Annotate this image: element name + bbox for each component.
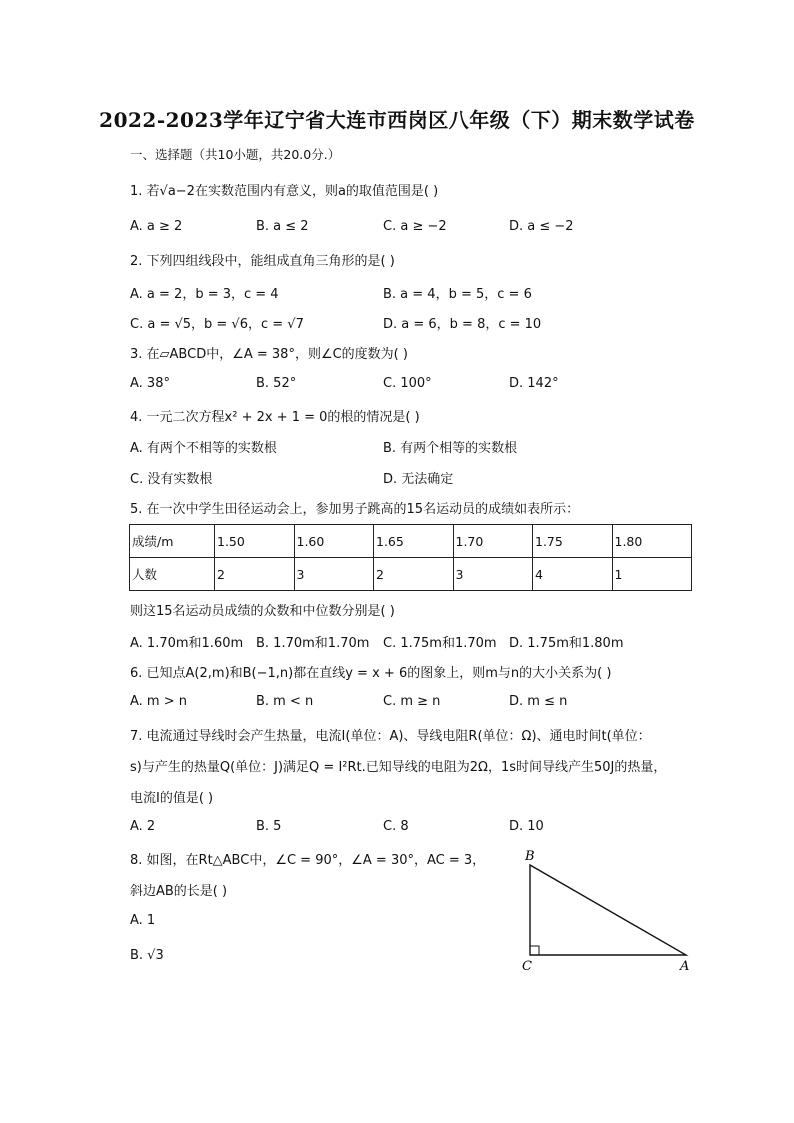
q7-option-b: B. 5 — [256, 819, 282, 834]
q5-option-a: A. 1.70m和1.60m — [130, 636, 244, 651]
question-7-line-1: 7. 电流通过导线时会产生热量，电流I(单位：A)、导线电阻R(单位：Ω)、通电时间t(单位： — [130, 729, 651, 744]
q3-option-c: C. 100° — [383, 376, 432, 391]
q7-option-a: A. 2 — [130, 819, 156, 834]
question-7-line-2: s)与产生的热量Q(单位：J)满足Q = I²Rt.已知导线的电阻为2Ω，1s时间导线产生50J的热量， — [130, 760, 667, 775]
q7-option-c: C. 8 — [383, 819, 409, 834]
question-3-stem: 3. 在▱ABCD中，∠A = 38°，则∠C的度数为( ) — [130, 347, 408, 362]
question-6-stem: 6. 已知点A(2,m)和B(−1,n)都在直线y = x + 6的图象上，则m与n的大小关系为( ) — [130, 666, 612, 681]
question-5-stem: 5. 在一次中学生田径运动会上，参加男子跳高的15名运动员的成绩如表所示： — [130, 502, 580, 517]
triangle-shape — [530, 865, 686, 955]
scores-table — [129, 524, 692, 591]
question-5-followup: 则这15名运动员成绩的众数和中位数分别是( ) — [130, 604, 395, 619]
q2-option-b: B. a = 4，b = 5，c = 6 — [383, 287, 532, 302]
table-cell: 1 — [612, 558, 692, 591]
q1-option-c: C. a ≥ −2 — [383, 219, 447, 234]
vertex-label-c: C — [522, 959, 532, 974]
q5-option-b: B. 1.70m和1.70m — [256, 636, 370, 651]
q8-option-b: B. √3 — [130, 948, 164, 963]
table-cell: 2 — [374, 558, 454, 591]
question-8-line-1: 8. 如图，在Rt△ABC中，∠C = 90°，∠A = 30°，AC = 3， — [130, 853, 486, 868]
question-8-line-2: 斜边AB的长是( ) — [130, 884, 228, 899]
page-title: 2022-2023学年辽宁省大连市西岗区八年级（下）期末数学试卷 — [99, 108, 695, 132]
table-cell: 1.60 — [294, 525, 374, 558]
table-cell: 4 — [533, 558, 613, 591]
section-heading: 一、选择题（共10小题，共20.0分.） — [130, 147, 341, 162]
q4-option-c: C. 没有实数根 — [130, 472, 213, 487]
q4-option-d: D. 无法确定 — [383, 472, 454, 487]
q5-option-c: C. 1.75m和1.70m — [383, 636, 497, 651]
q6-option-d: D. m ≤ n — [509, 694, 568, 709]
q3-option-b: B. 52° — [256, 376, 297, 391]
table-cell: 人数 — [130, 558, 215, 591]
table-cell: 3 — [294, 558, 374, 591]
q8-option-a: A. 1 — [130, 913, 156, 928]
q4-option-b: B. 有两个相等的实数根 — [383, 441, 518, 456]
vertex-label-a: A — [680, 959, 690, 974]
q2-option-a: A. a = 2，b = 3，c = 4 — [130, 287, 279, 302]
q6-option-c: C. m ≥ n — [383, 694, 441, 709]
table-row — [130, 525, 692, 558]
q1-option-d: D. a ≤ −2 — [509, 219, 574, 234]
right-triangle-figure — [510, 845, 700, 975]
q2-option-d: D. a = 6，b = 8，c = 10 — [383, 317, 542, 332]
q4-option-a: A. 有两个不相等的实数根 — [130, 441, 277, 456]
table-cell: 1.70 — [453, 525, 533, 558]
question-7-line-3: 电流I的值是( ) — [130, 791, 214, 806]
question-2-stem: 2. 下列四组线段中，能组成直角三角形的是( ) — [130, 254, 395, 269]
q6-option-b: B. m < n — [256, 694, 314, 709]
question-1-stem: 1. 若√a−2在实数范围内有意义，则a的取值范围是( ) — [130, 184, 439, 199]
q2-option-c: C. a = √5，b = √6，c = √7 — [130, 317, 304, 332]
table-cell: 3 — [453, 558, 533, 591]
table-cell: 1.50 — [215, 525, 295, 558]
table-row — [130, 558, 692, 591]
q3-option-a: A. 38° — [130, 376, 170, 391]
question-4-stem: 4. 一元二次方程x² + 2x + 1 = 0的根的情况是( ) — [130, 410, 420, 425]
table-cell: 成绩/m — [130, 525, 215, 558]
q1-option-a: A. a ≥ 2 — [130, 219, 183, 234]
table-cell: 1.65 — [374, 525, 454, 558]
q7-option-d: D. 10 — [509, 819, 544, 834]
table-cell: 1.80 — [612, 525, 692, 558]
q6-option-a: A. m > n — [130, 694, 187, 709]
table-cell: 2 — [215, 558, 295, 591]
table-cell: 1.75 — [533, 525, 613, 558]
q1-option-b: B. a ≤ 2 — [256, 219, 309, 234]
vertex-label-b: B — [525, 849, 535, 864]
q3-option-d: D. 142° — [509, 376, 559, 391]
q5-option-d: D. 1.75m和1.80m — [509, 636, 624, 651]
right-angle-mark — [530, 946, 539, 955]
